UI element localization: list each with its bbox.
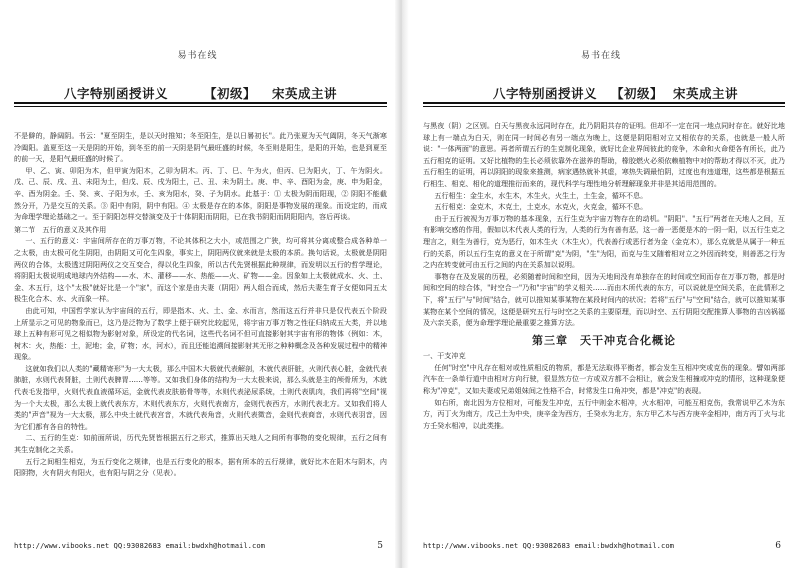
paragraph: 任何"时空"中凡存在相对或性质相反的物质，都是无法取得平衡者，都会发生互相冲突或克伤的现象。譬如两部汽车在一条单行道中由相对方向行驶，很显然方位一方或双方都不会相让，就会发生相撞或冲克的情形，这种现象便称为"冲克"，又如夫妻或兄弟姐妹间之性格不合，时常发生口角冲突，都是"冲克"的表现。 bbox=[423, 362, 785, 396]
paragraph: 五行相克：金克木，木克土，土克水，水克火，火克金，循环不息。 bbox=[434, 202, 648, 212]
paragraph: 事物存在及发展的历程，必须随着时间和空间，因为天地间没有单独存在的时间或空间而存在万事万物，都是时间和空间的综合体，"时空合一"乃和"宇宙"的学义相关……而由木所代表的东方，可以说就是空间关系，在此情形之下，将"五行"与"时间"结合，就可以推知某事某物在某段时间内的状况；若将"五行"与"空间"结合，就可以推知某事某物在某个空间的情况，这便是研究五行与时空之关系的主要原理，而以时空、五行阴阳交配推算人事物的吉凶祸福及六亲关系，便为命理学理论最重要之推算方法。 bbox=[423, 271, 785, 328]
chapter-heading: 第三章 天干冲克合化概论 bbox=[532, 333, 676, 347]
course-level: 【初级】 bbox=[611, 86, 664, 101]
paragraph: 如右所，南北因为方位相对，可能发生冲克，五行中则金木相冲，火水相冲，可能互相克伤，我常说甲乙木为东方，丙丁火为南方，戊己土为中央，庚辛金为西方，壬癸水为北方，东方甲乙木与西方庚辛金相冲，南方丙丁火与北方壬癸水相冲，以此类推。 bbox=[423, 397, 785, 430]
page-body bbox=[423, 120, 785, 538]
paragraph: 不是僻的，静阔阴。书云："夏至阴生，是以天时推知；冬至阳生，是以日晷初长"。此乃张夏为天气阖阴，冬天气渐寒冷阖阳。盖夏至这一天是阴的开始，到冬至的前一天阴是阴气最旺盛的时候，冬至则是阳生，是阳的开始，也是到夏至的前一天，是阳气最旺盛的时候了。 bbox=[14, 131, 387, 164]
course-author: 宋英成主讲 bbox=[673, 86, 739, 101]
paragraph: 五行相生：金生水，水生木，木生火，火生土，土生金，循环不息。 bbox=[434, 190, 648, 200]
left-page bbox=[0, 0, 395, 568]
footer-text: http://www.vibooks.net QQ:93082683 email:bwdxh@hotmail.com bbox=[423, 541, 674, 550]
right-page bbox=[409, 0, 793, 568]
book-gutter bbox=[395, 0, 409, 568]
paragraph: 甲、乙、寅、卯阳为木，但甲寅为阳木，乙卯为阴木。丙、丁、巳、午为火，但丙、巳为阳火，丁、午为阴火。戊、己、辰、戌、丑、未阳为土，但戊、辰、戌为阳土，己、丑、未为阴土。庚、申、辛、酉阳为金，庚、申为阳金，辛、酉为阴金。壬、癸、亥、子阳为水，壬、亥为阳水，癸、子为阴水。此基于：① 太极为阴而阳现，② 阴阳不能截然分开，乃是交互的关系。③ 阳中有阴，阴中有阳。④ 太极是存在的本体，阴阳是事物发展的现象。而设定的，而成为命理学理论基础之一。至于阴阳怎样交替演变及于十体阴阳而阴阳，已在我书阴阳而阴阳阳内，容后再谈。 bbox=[14, 165, 387, 222]
page-footer bbox=[423, 541, 785, 550]
paragraph: 由于五行被视为万事万物的基本现象，五行生克为宇宙万物存在的动机。"阴阳"、"五行"两者在天地人之间，互有影响交感的作用，假如以木代表人类的行为，人类的行为有善有恶，这一善一恶便是木的一阴一阳，以五行生克之理言之，则生为善行，克为恶行，如木生火（木生火），代表善行或恶行者为金（金克木），那么克就是从属于一种五行的关系，所以五行生克的意义在于所谓"克"为阴，"生"为阳，而克与生又随着相对立之外因而转变，则善恶之行为之内在转变就可由五行之间的内在关系加以说明。 bbox=[423, 213, 785, 270]
section-heading: 一、干支冲克 bbox=[423, 351, 466, 361]
header-rule bbox=[423, 102, 785, 104]
paragraph: 五行之间相生相克，为五行变化之规律，也是五行变化的根本，据有所本的五行规律，就好比木在阳木与阴木，内阳阴物，火有阴火有阳火，也有阳与阴之分（见表）。 bbox=[14, 456, 387, 478]
page-number: 6 bbox=[775, 541, 781, 551]
section-heading: 第二节 五行的意义及其作用 bbox=[14, 224, 107, 234]
page-header bbox=[423, 80, 785, 116]
page-number: 5 bbox=[377, 541, 383, 551]
site-header: 易书在线 bbox=[580, 51, 621, 61]
course-title: 八字特别函授讲义 bbox=[493, 86, 598, 101]
paragraph: 与黑夜（阴）之区别。白天与黑夜永远同时存在，此乃阴阳共存的证明。但却不一定在同一地点同时存在。就好比地球上有一端点为白天，则在同一时间必有另一端点为晚上，这便是阴阳相对立又相依存的关系，也就是一般人所说："一体两面"的意思。再者所谓五行的生克制化现象，就好比企业界间彼此的竞争，木命和火命便各有所长，此乃五行相克的证明。又好比植物的生长必须依靠外在滋养的帮助，橡胶燃火必须依赖植物中对的帮助才得以不灭，此乃五行相生的证明，再以阴阳的现象来推测，病家遇热就补其虚，寒热失调最怕阴，过度也有违道理，这些都是根据五行相生、相克、相化的道理推衍而来的，现代科学与理性地分析理解现象并非是其适用范围的。 bbox=[423, 121, 785, 188]
header-rule-thin bbox=[423, 106, 785, 107]
paragraph: 这就如我们以人类的"藏精寄形"为一大太极，那么中国木大极就代表解剖，木就代表肝脏，火则代表心脏，金就代表肺脏，水则代表肾脏，土则代表脾胃……等等。又如我们身体的结构为一大太极来说，那么头就是主的颅骨所为，木就代表毛发指甲，火则代表血液循环运，金就代表皮肤筋骨等等，水则代表泌尿系统，土则代表肌肉，我们再将"空间"视为一个大太极，那么太极上就代表东方，木则代表东方，火则代表南方，金则代表西方，水则代表北方。又如我们将人类的"声音"视为一大太极，那么中央土就代表宫音，木就代表角音，火则代表徵音，金则代表商音，水则代表羽音，因为它们都有各自的特性。 bbox=[14, 363, 387, 431]
footer-text: http://www.vibooks.net QQ:93082683 email:bwdxh@hotmail.com bbox=[14, 541, 265, 550]
paragraph: 由此可知，中国哲学家认为宇宙间的五行，即是指木、火、土、金、水而言，然而这五行并非只是仅代表五个阶段上所显示之可见的物象而已，这乃是泛物为了数学上便于研究比较起见，将宇宙万事万物之性征归纳成五大类，并以地球上五种有形可见之相似物为影射对象，所设定的代名词，这些代名词不但可直接影射其宇宙有形的物体（例如：木，树木：火，热能：土，泥地；金，矿物；水，河水），而且还能追溯间接影射其无形之种种概念及各种发展过程中的精神现象。 bbox=[14, 305, 387, 362]
header-rule bbox=[14, 102, 387, 104]
paragraph: 二、五行的生克：如前面所说，历代先贤皆根据五行之形式，推算出天地人之间所有事物的变化规律，五行之间有其生克制化之关系。 bbox=[14, 433, 387, 455]
page-footer bbox=[14, 541, 387, 550]
page-header bbox=[14, 80, 387, 116]
paragraph: 一、五行的意义：宇宙间所存在的万事万物，不论其体积之大小，或范围之广狭，均可将其分离或整合成各种单一之太极，由太极可化生阴阳，由阴阳又可化生四象，事实上，阴阳两仪就来就是太极的本质。换句话说，太极就是阴阳两仪的合体，太极透过阴阳两仪之交互变合，得以化生四象，所以古代先贤根据此种规律，而发明以五行的哲学理论，将阴阳太极说明成地球内外结构——水、木、灌移——水、热能——火、矿物——金。因象如上太极就成水、火、土、金、木五行，这个"太极"就好比是一个"家"，而这个家是由夫妻（阴阳）两人组合而成，然后夫妻生育子女便如同五太极生化合木、水、火而象一样。 bbox=[14, 236, 387, 304]
course-title: 八字特别函授讲义 bbox=[64, 86, 169, 101]
header-rule-thin bbox=[14, 106, 387, 107]
course-level: 【初级】 bbox=[204, 86, 257, 101]
site-header: 易书在线 bbox=[177, 51, 218, 61]
course-author: 宋英成主讲 bbox=[272, 86, 338, 101]
page-body bbox=[14, 130, 387, 538]
